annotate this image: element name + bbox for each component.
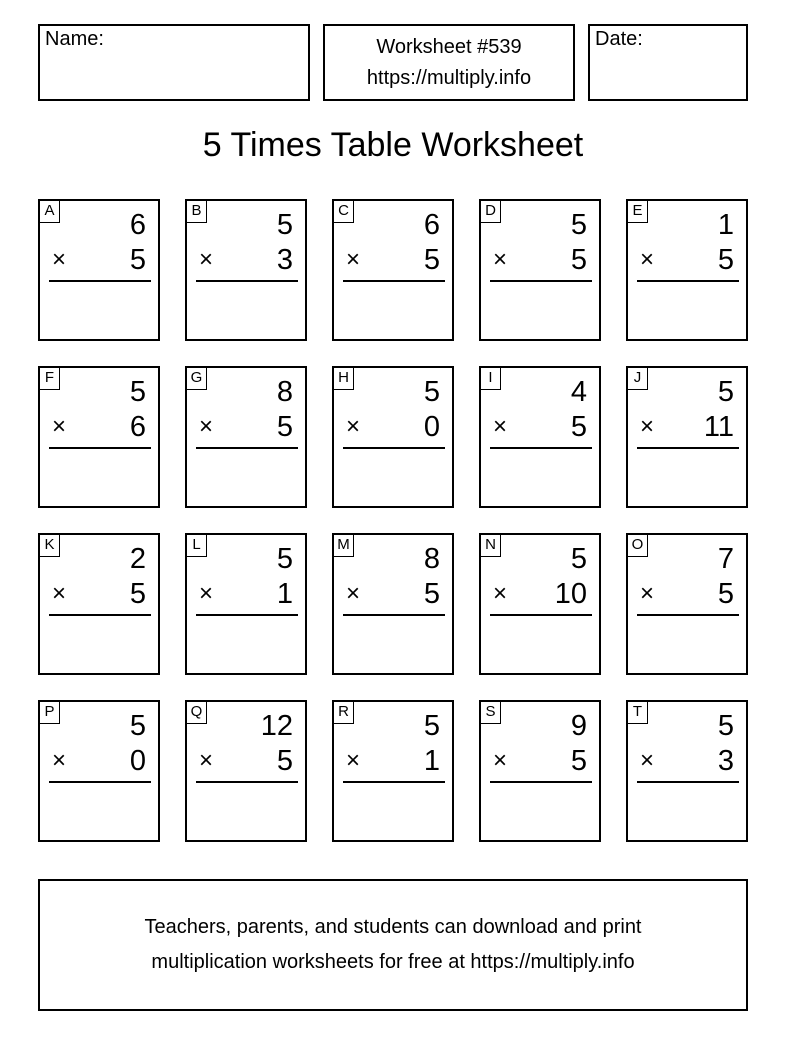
multiplicand: 5 <box>276 543 293 575</box>
problem-card <box>479 700 601 842</box>
problem-letter: T <box>628 702 648 724</box>
problem-grid <box>38 199 748 842</box>
problem-card <box>479 533 601 675</box>
multiplier: 5 <box>570 745 587 777</box>
multiplicand: 5 <box>276 209 293 241</box>
multiply-sign: × <box>52 580 67 607</box>
date-label: Date: <box>595 28 643 50</box>
multiplicand: 4 <box>570 376 587 408</box>
multiplicand: 8 <box>423 543 440 575</box>
answer-line <box>490 280 592 282</box>
multiplier: 5 <box>570 244 587 276</box>
multiply-sign: × <box>640 747 655 774</box>
footer-box <box>38 879 748 1011</box>
multiply-sign: × <box>493 747 508 774</box>
multiply-sign: × <box>640 246 655 273</box>
problem-letter: O <box>628 535 648 557</box>
multiply-sign: × <box>52 413 67 440</box>
problem-card <box>332 533 454 675</box>
multiplier: 0 <box>423 411 440 443</box>
problem-card <box>185 366 307 508</box>
problem-letter: G <box>187 368 207 390</box>
multiply-sign: × <box>199 246 214 273</box>
answer-line <box>637 280 739 282</box>
multiplier: 3 <box>717 745 734 777</box>
problem-card <box>626 700 748 842</box>
multiply-sign: × <box>493 413 508 440</box>
problem-card <box>479 199 601 341</box>
multiplier: 11 <box>703 411 734 443</box>
problem-card <box>626 199 748 341</box>
multiply-sign: × <box>199 580 214 607</box>
multiplicand: 5 <box>717 376 734 408</box>
answer-line <box>49 447 151 449</box>
answer-line <box>637 614 739 616</box>
multiplier: 0 <box>129 745 146 777</box>
multiplicand: 7 <box>717 543 734 575</box>
multiplicand: 5 <box>717 710 734 742</box>
problem-card <box>626 533 748 675</box>
date-field-box <box>588 24 748 101</box>
multiplicand: 6 <box>423 209 440 241</box>
problem-letter: Q <box>187 702 207 724</box>
problem-letter: F <box>40 368 60 390</box>
problem-card <box>185 533 307 675</box>
answer-line <box>490 781 592 783</box>
answer-line <box>490 447 592 449</box>
problem-letter: D <box>481 201 501 223</box>
problem-letter: L <box>187 535 207 557</box>
multiplier: 5 <box>717 578 734 610</box>
multiplicand: 2 <box>129 543 146 575</box>
answer-line <box>196 280 298 282</box>
multiply-sign: × <box>640 413 655 440</box>
answer-line <box>196 614 298 616</box>
problem-card <box>332 366 454 508</box>
multiply-sign: × <box>493 246 508 273</box>
multiplicand: 5 <box>570 209 587 241</box>
problem-letter: E <box>628 201 648 223</box>
multiplier: 5 <box>129 578 146 610</box>
problem-card <box>38 700 160 842</box>
problem-card <box>38 366 160 508</box>
page-title: 5 Times Table Worksheet <box>202 126 584 164</box>
multiply-sign: × <box>493 580 508 607</box>
multiplicand: 12 <box>260 710 293 742</box>
multiplicand: 6 <box>129 209 146 241</box>
multiply-sign: × <box>199 747 214 774</box>
problem-letter: J <box>628 368 648 390</box>
multiply-sign: × <box>346 580 361 607</box>
multiplicand: 5 <box>129 376 146 408</box>
multiplier: 5 <box>570 411 587 443</box>
multiply-sign: × <box>52 246 67 273</box>
multiplier: 3 <box>276 244 293 276</box>
multiplier: 5 <box>423 244 440 276</box>
multiply-sign: × <box>346 747 361 774</box>
multiplier: 5 <box>423 578 440 610</box>
multiplier: 10 <box>554 578 587 610</box>
multiplicand: 5 <box>423 376 440 408</box>
worksheet-info-box <box>323 24 575 101</box>
problem-letter: I <box>481 368 501 390</box>
multiply-sign: × <box>346 246 361 273</box>
multiply-sign: × <box>199 413 214 440</box>
problem-letter: S <box>481 702 501 724</box>
problem-letter: R <box>334 702 354 724</box>
problem-card <box>332 700 454 842</box>
problem-card <box>626 366 748 508</box>
answer-line <box>49 781 151 783</box>
problem-card <box>185 700 307 842</box>
worksheet-number: Worksheet #539 <box>376 36 522 58</box>
multiplier: 5 <box>129 244 146 276</box>
footer-text-line-2: multiplication worksheets for free at https://multiply.info <box>151 951 635 973</box>
multiplicand: 9 <box>570 710 587 742</box>
multiplier: 6 <box>129 411 146 443</box>
problem-card <box>479 366 601 508</box>
multiplicand: 5 <box>129 710 146 742</box>
problem-letter: A <box>40 201 60 223</box>
multiplier: 5 <box>276 411 293 443</box>
multiplier: 1 <box>276 578 293 610</box>
problem-card <box>332 199 454 341</box>
footer-text-line-1: Teachers, parents, and students can download and print <box>144 916 642 938</box>
problem-letter: N <box>481 535 501 557</box>
answer-line <box>343 280 445 282</box>
problem-card <box>38 533 160 675</box>
problem-letter: C <box>334 201 354 223</box>
multiply-sign: × <box>640 580 655 607</box>
multiplier: 1 <box>423 745 440 777</box>
name-label: Name: <box>45 28 104 50</box>
answer-line <box>343 781 445 783</box>
multiplier: 5 <box>717 244 734 276</box>
multiply-sign: × <box>346 413 361 440</box>
multiplicand: 1 <box>717 209 734 241</box>
answer-line <box>637 781 739 783</box>
worksheet-url: https://multiply.info <box>366 67 532 89</box>
answer-line <box>490 614 592 616</box>
multiplicand: 8 <box>276 376 293 408</box>
answer-line <box>196 781 298 783</box>
problem-card <box>185 199 307 341</box>
problem-letter: P <box>40 702 60 724</box>
multiply-sign: × <box>52 747 67 774</box>
problem-letter: M <box>334 535 354 557</box>
answer-line <box>196 447 298 449</box>
name-field-box <box>38 24 310 101</box>
multiplicand: 5 <box>423 710 440 742</box>
problem-letter: K <box>40 535 60 557</box>
answer-line <box>637 447 739 449</box>
answer-line <box>343 614 445 616</box>
answer-line <box>343 447 445 449</box>
multiplier: 5 <box>276 745 293 777</box>
problem-card <box>38 199 160 341</box>
multiplicand: 5 <box>570 543 587 575</box>
answer-line <box>49 614 151 616</box>
problem-letter: H <box>334 368 354 390</box>
problem-letter: B <box>187 201 207 223</box>
answer-line <box>49 280 151 282</box>
